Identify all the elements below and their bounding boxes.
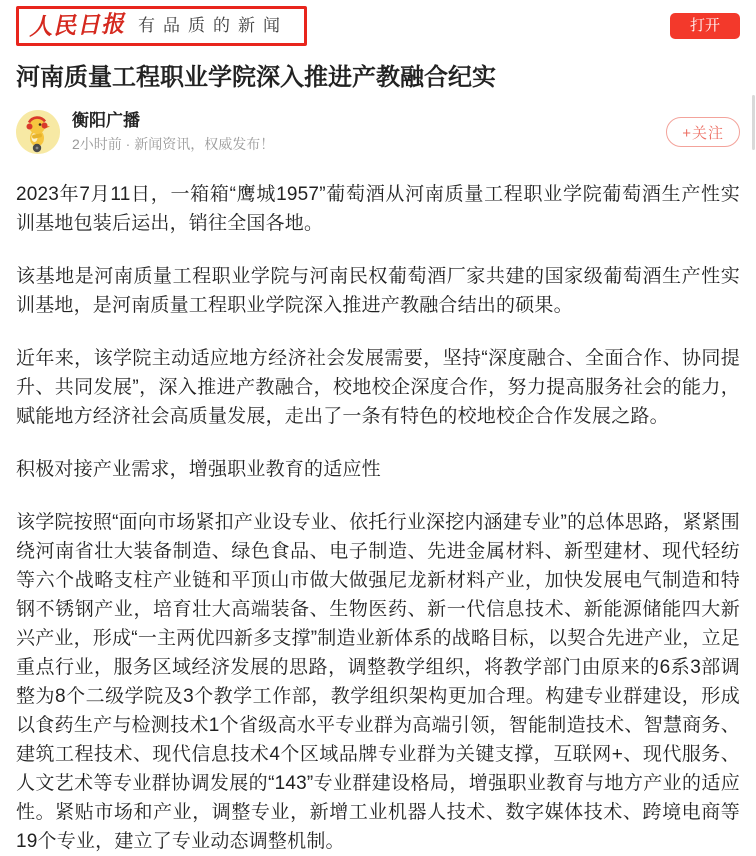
post-meta: 2小时前 · 新闻资讯，权威发布！ — [72, 136, 275, 152]
avatar[interactable] — [16, 110, 60, 154]
article-paragraph: 该学院按照“面向市场紧扣产业设专业、依托行业深挖内涵建专业”的总体思路，紧紧围绕河南省壮大装备制造、绿色食品、电子制造、先进金属材料、新型建材、现代轻纺等六个战略支柱产业链和平顶山市做大做强尼龙新材料产业，加快发展电气制造和特钢不锈钢产业，培育壮大高端装备、生物医药、新一代信息技术、新能源储能四大新兴产业，形成“一主两优四新多支撑”制造业新体系的战略目标，以契合先进产业，立足重点行业，服务区域经济发展的思路，调整教学组织，将教学部门由原来的6系3部调整为8个二级学院及3个教学工作部，教学组织架构更加合理。构建专业群建设，形成以食药生产与检测技术1个省级高水平专业群为高端引领，智能制造技术、智慧商务、建筑工程技术、现代信息技术4个区域品牌专业群为关键支撑，互联网+、现代服务、人文艺术等专业群协调发展的“143”专业群建设格局，增强职业教育与地方产业的适应性。紧贴市场和产业，调整专业，新增工业机器人技术、数字媒体技术、跨境电商等19个专业，建立了专业动态调整机制。 — [16, 512, 740, 852]
author-row — [16, 110, 740, 154]
article-paragraph: 该基地是河南质量工程职业学院与河南民权葡萄酒厂家共建的国家级葡萄酒生产性实训基地，是河南质量工程职业学院深入推进产教融合结出的硕果。 — [16, 266, 740, 316]
duck-avatar-icon — [16, 110, 60, 154]
brand-logo-box[interactable] — [16, 6, 307, 46]
article-paragraph: 近年来，该学院主动适应地方经济社会发展需要，坚持“深度融合、全面合作、协同提升、共同发展”，深入推进产教融合，校地校企深度合作，努力提高服务社会的能力，赋能地方经济社会高质量发展，走出了一条有特色的校地校企合作发展之路。 — [16, 348, 740, 427]
article-paragraph: 积极对接产业需求，增强职业教育的适应性 — [16, 459, 381, 480]
article-title: 河南质量工程职业学院深入推进产教融合纪实 — [16, 64, 496, 91]
author-name[interactable]: 衡阳广播 — [72, 111, 140, 130]
top-banner — [16, 0, 740, 46]
article-paragraph: 2023年7月11日，一箱箱“鹰城1957”葡萄酒从河南质量工程职业学院葡萄酒生产性实训基地包装后运出，销往全国各地。 — [16, 184, 740, 234]
brand-logo-text: 人民日报 — [28, 10, 126, 41]
scrollbar-thumb[interactable] — [752, 95, 755, 150]
article-body — [16, 180, 740, 856]
brand-tagline: 有品质的新闻 — [138, 16, 288, 35]
author-info — [72, 111, 666, 153]
open-app-button[interactable]: 打开 — [670, 13, 740, 39]
follow-button[interactable]: +关注 — [666, 117, 740, 147]
